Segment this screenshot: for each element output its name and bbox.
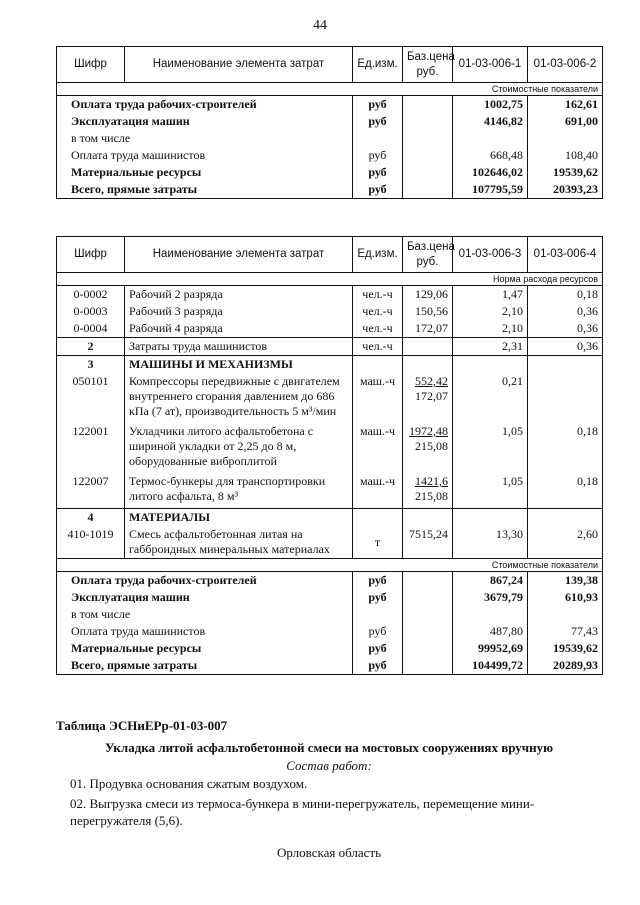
section-row-operators <box>57 338 603 356</box>
cost-row <box>57 164 603 181</box>
row-value-1: 1,05 <box>453 473 528 509</box>
row-value-2: 19539,62 <box>528 640 603 657</box>
subheader-norm: Норма расхода ресурсов <box>57 273 603 286</box>
row-name: в том числе <box>57 606 353 623</box>
header-code: Шифр <box>57 237 125 273</box>
row-value-1 <box>453 509 528 527</box>
row-value-1: 867,24 <box>453 572 528 590</box>
row-price <box>403 130 453 147</box>
row-unit: чел.-ч <box>353 320 403 338</box>
row-value-2: 0,18 <box>528 286 603 304</box>
row-price <box>403 623 453 640</box>
row-value-1: 4146,82 <box>453 113 528 130</box>
row-unit: руб <box>353 572 403 590</box>
row-price: 129,06 <box>403 286 453 304</box>
price-current: 1421,6 <box>415 474 448 488</box>
row-value-1: 104499,72 <box>453 657 528 675</box>
row-price <box>403 473 453 509</box>
row-value-2: 0,18 <box>528 423 603 473</box>
row-price <box>403 113 453 130</box>
row-value-2: 0,36 <box>528 338 603 356</box>
price-current: 552,42 <box>415 374 448 388</box>
row-price <box>403 338 453 356</box>
header-price: Баз.цена руб. <box>403 237 453 273</box>
machine-row <box>57 373 603 423</box>
row-value-2: 77,43 <box>528 623 603 640</box>
header-price: Баз.цена руб. <box>403 47 453 83</box>
row-name: Смесь асфальтобетонная литая на габброидных минеральных материалах <box>125 526 353 559</box>
row-code: 3 <box>57 356 125 374</box>
row-value-1 <box>453 356 528 374</box>
labor-row <box>57 303 603 320</box>
row-unit: чел.-ч <box>353 338 403 356</box>
row-name: МАШИНЫ И МЕХАНИЗМЫ <box>125 356 353 374</box>
row-value-1: 1,05 <box>453 423 528 473</box>
row-name: Оплата труда машинистов <box>57 623 353 640</box>
row-value-1: 1002,75 <box>453 96 528 114</box>
row-value-1: 2,10 <box>453 303 528 320</box>
row-value-1: 99952,69 <box>453 640 528 657</box>
header-unit: Ед.изм. <box>353 47 403 83</box>
row-value-2: 0,36 <box>528 320 603 338</box>
row-name: Всего, прямые затраты <box>57 181 353 199</box>
row-value-2 <box>528 130 603 147</box>
row-value-2 <box>528 509 603 527</box>
cost-row <box>57 181 603 199</box>
row-name: Эксплуатация машин <box>57 113 353 130</box>
row-value-2: 20289,93 <box>528 657 603 675</box>
row-unit <box>353 509 403 527</box>
table-subtitle: Укладка литой асфальтобетонной смеси на мостовых сооружениях вручную <box>104 740 554 755</box>
row-unit: чел.-ч <box>353 286 403 304</box>
row-price <box>403 423 453 473</box>
page-number: 44 <box>313 18 327 33</box>
row-code: 0-0002 <box>57 286 125 304</box>
cost-row <box>57 623 603 640</box>
row-value-1: 107795,59 <box>453 181 528 199</box>
header-unit: Ед.изм. <box>353 237 403 273</box>
row-unit: маш.-ч <box>353 423 403 473</box>
price-base: 215,08 <box>415 439 448 453</box>
row-name: МАТЕРИАЛЫ <box>125 509 353 527</box>
row-price: 7515,24 <box>403 526 453 559</box>
subheader-cost: Стоимостные показатели <box>57 559 603 572</box>
cost-row <box>57 606 603 623</box>
row-unit <box>353 130 403 147</box>
region-name: Орловская область <box>276 845 382 860</box>
header-code-2: 01-03-006-2 <box>528 47 603 83</box>
header-code-4: 01-03-006-4 <box>528 237 603 273</box>
header-name: Наименование элемента затрат <box>125 237 353 273</box>
row-unit: руб <box>353 589 403 606</box>
row-unit: руб <box>353 147 403 164</box>
header-code-3: 01-03-006-3 <box>453 237 528 273</box>
row-unit: маш.-ч <box>353 473 403 509</box>
row-value-1: 487,80 <box>453 623 528 640</box>
row-value-2: 20393,23 <box>528 181 603 199</box>
row-value-1: 668,48 <box>453 147 528 164</box>
row-unit: руб <box>353 181 403 199</box>
row-value-2 <box>528 356 603 374</box>
resource-table-2 <box>56 236 603 675</box>
row-unit: руб <box>353 623 403 640</box>
row-value-1 <box>453 130 528 147</box>
row-code: 122007 <box>57 473 125 509</box>
row-name: Оплата труда рабочих-строителей <box>57 96 353 114</box>
cost-row <box>57 572 603 590</box>
row-price <box>403 356 453 374</box>
row-unit <box>353 356 403 374</box>
row-name: Оплата труда машинистов <box>57 147 353 164</box>
material-row <box>57 526 603 559</box>
row-value-2: 162,61 <box>528 96 603 114</box>
row-price <box>403 373 453 423</box>
row-value-1 <box>453 606 528 623</box>
row-name: Оплата труда рабочих-строителей <box>57 572 353 590</box>
row-value-1: 0,21 <box>453 373 528 423</box>
header-code-1: 01-03-006-1 <box>453 47 528 83</box>
price-base: 172,07 <box>415 389 448 403</box>
row-code: 410-1019 <box>57 526 125 559</box>
labor-row <box>57 286 603 304</box>
header-name: Наименование элемента затрат <box>125 47 353 83</box>
row-value-2: 139,38 <box>528 572 603 590</box>
row-price <box>403 147 453 164</box>
row-code: 0-0004 <box>57 320 125 338</box>
row-unit: маш.-ч <box>353 373 403 423</box>
row-value-1: 2,10 <box>453 320 528 338</box>
row-value-2: 19539,62 <box>528 164 603 181</box>
row-code: 4 <box>57 509 125 527</box>
row-name: Рабочий 3 разряда <box>125 303 353 320</box>
row-value-1: 13,30 <box>453 526 528 559</box>
row-name: Всего, прямые затраты <box>57 657 353 675</box>
row-unit: т <box>353 526 403 559</box>
row-value-2 <box>528 606 603 623</box>
summary-table-1 <box>56 46 603 199</box>
row-name: Рабочий 4 разряда <box>125 320 353 338</box>
row-unit: руб <box>353 164 403 181</box>
labor-row <box>57 320 603 338</box>
section-row-machines <box>57 356 603 374</box>
row-value-1: 3679,79 <box>453 589 528 606</box>
cost-row <box>57 96 603 114</box>
row-name: Затраты труда машинистов <box>125 338 353 356</box>
row-name: Материальные ресурсы <box>57 164 353 181</box>
row-unit: чел.-ч <box>353 303 403 320</box>
row-value-1: 1,47 <box>453 286 528 304</box>
row-value-2 <box>528 373 603 423</box>
row-value-2: 108,40 <box>528 147 603 164</box>
row-name: в том числе <box>57 130 353 147</box>
row-name: Эксплуатация машин <box>57 589 353 606</box>
row-unit: руб <box>353 96 403 114</box>
row-code: 2 <box>57 338 125 356</box>
row-unit <box>353 606 403 623</box>
table-title: Таблица ЭСНиЕРр-01-03-007 <box>56 718 228 733</box>
cost-row <box>57 589 603 606</box>
row-name: Термос-бункеры для транспортировки литого асфальта, 8 м³ <box>125 473 353 509</box>
row-code: 050101 <box>57 373 125 423</box>
works-label: Состав работ: <box>286 758 372 773</box>
row-unit: руб <box>353 640 403 657</box>
row-price <box>403 164 453 181</box>
works-item-2: 02. Выгрузка смеси из термоса-бункера в мини-перегружатель, перемещение мини-перегружателя (5,6). <box>70 796 535 828</box>
header-code: Шифр <box>57 47 125 83</box>
row-price <box>403 589 453 606</box>
cost-row <box>57 147 603 164</box>
row-name: Материальные ресурсы <box>57 640 353 657</box>
section-row-materials <box>57 509 603 527</box>
machine-row <box>57 473 603 509</box>
row-price <box>403 640 453 657</box>
row-unit: руб <box>353 113 403 130</box>
row-price <box>403 96 453 114</box>
price-current: 1972,48 <box>409 424 448 438</box>
row-value-1: 102646,02 <box>453 164 528 181</box>
cost-row <box>57 640 603 657</box>
row-price <box>403 657 453 675</box>
cost-row <box>57 657 603 675</box>
row-value-2: 0,36 <box>528 303 603 320</box>
subheader-cost: Стоимостные показатели <box>57 83 603 96</box>
row-value-1: 2,31 <box>453 338 528 356</box>
row-name: Рабочий 2 разряда <box>125 286 353 304</box>
works-item-1: 01. Продувка основания сжатым воздухом. <box>70 776 308 791</box>
machine-row <box>57 423 603 473</box>
row-unit: руб <box>353 657 403 675</box>
row-price <box>403 509 453 527</box>
row-price: 150,56 <box>403 303 453 320</box>
row-value-2: 610,93 <box>528 589 603 606</box>
row-value-2: 0,18 <box>528 473 603 509</box>
row-code: 122001 <box>57 423 125 473</box>
price-base: 215,08 <box>415 489 448 503</box>
cost-row <box>57 130 603 147</box>
row-name: Укладчики литого асфальтобетона с шириной укладки от 2,25 до 8 м, оборудованные виброплитой <box>125 423 353 473</box>
row-price <box>403 181 453 199</box>
row-code: 0-0003 <box>57 303 125 320</box>
row-price <box>403 606 453 623</box>
row-price: 172,07 <box>403 320 453 338</box>
cost-row <box>57 113 603 130</box>
row-value-2: 691,00 <box>528 113 603 130</box>
row-value-2: 2,60 <box>528 526 603 559</box>
row-price <box>403 572 453 590</box>
row-name: Компрессоры передвижные с двигателем внутреннего сгорания давлением до 686 кПа (7 ат), производительность 5 м³/мин <box>125 373 353 423</box>
